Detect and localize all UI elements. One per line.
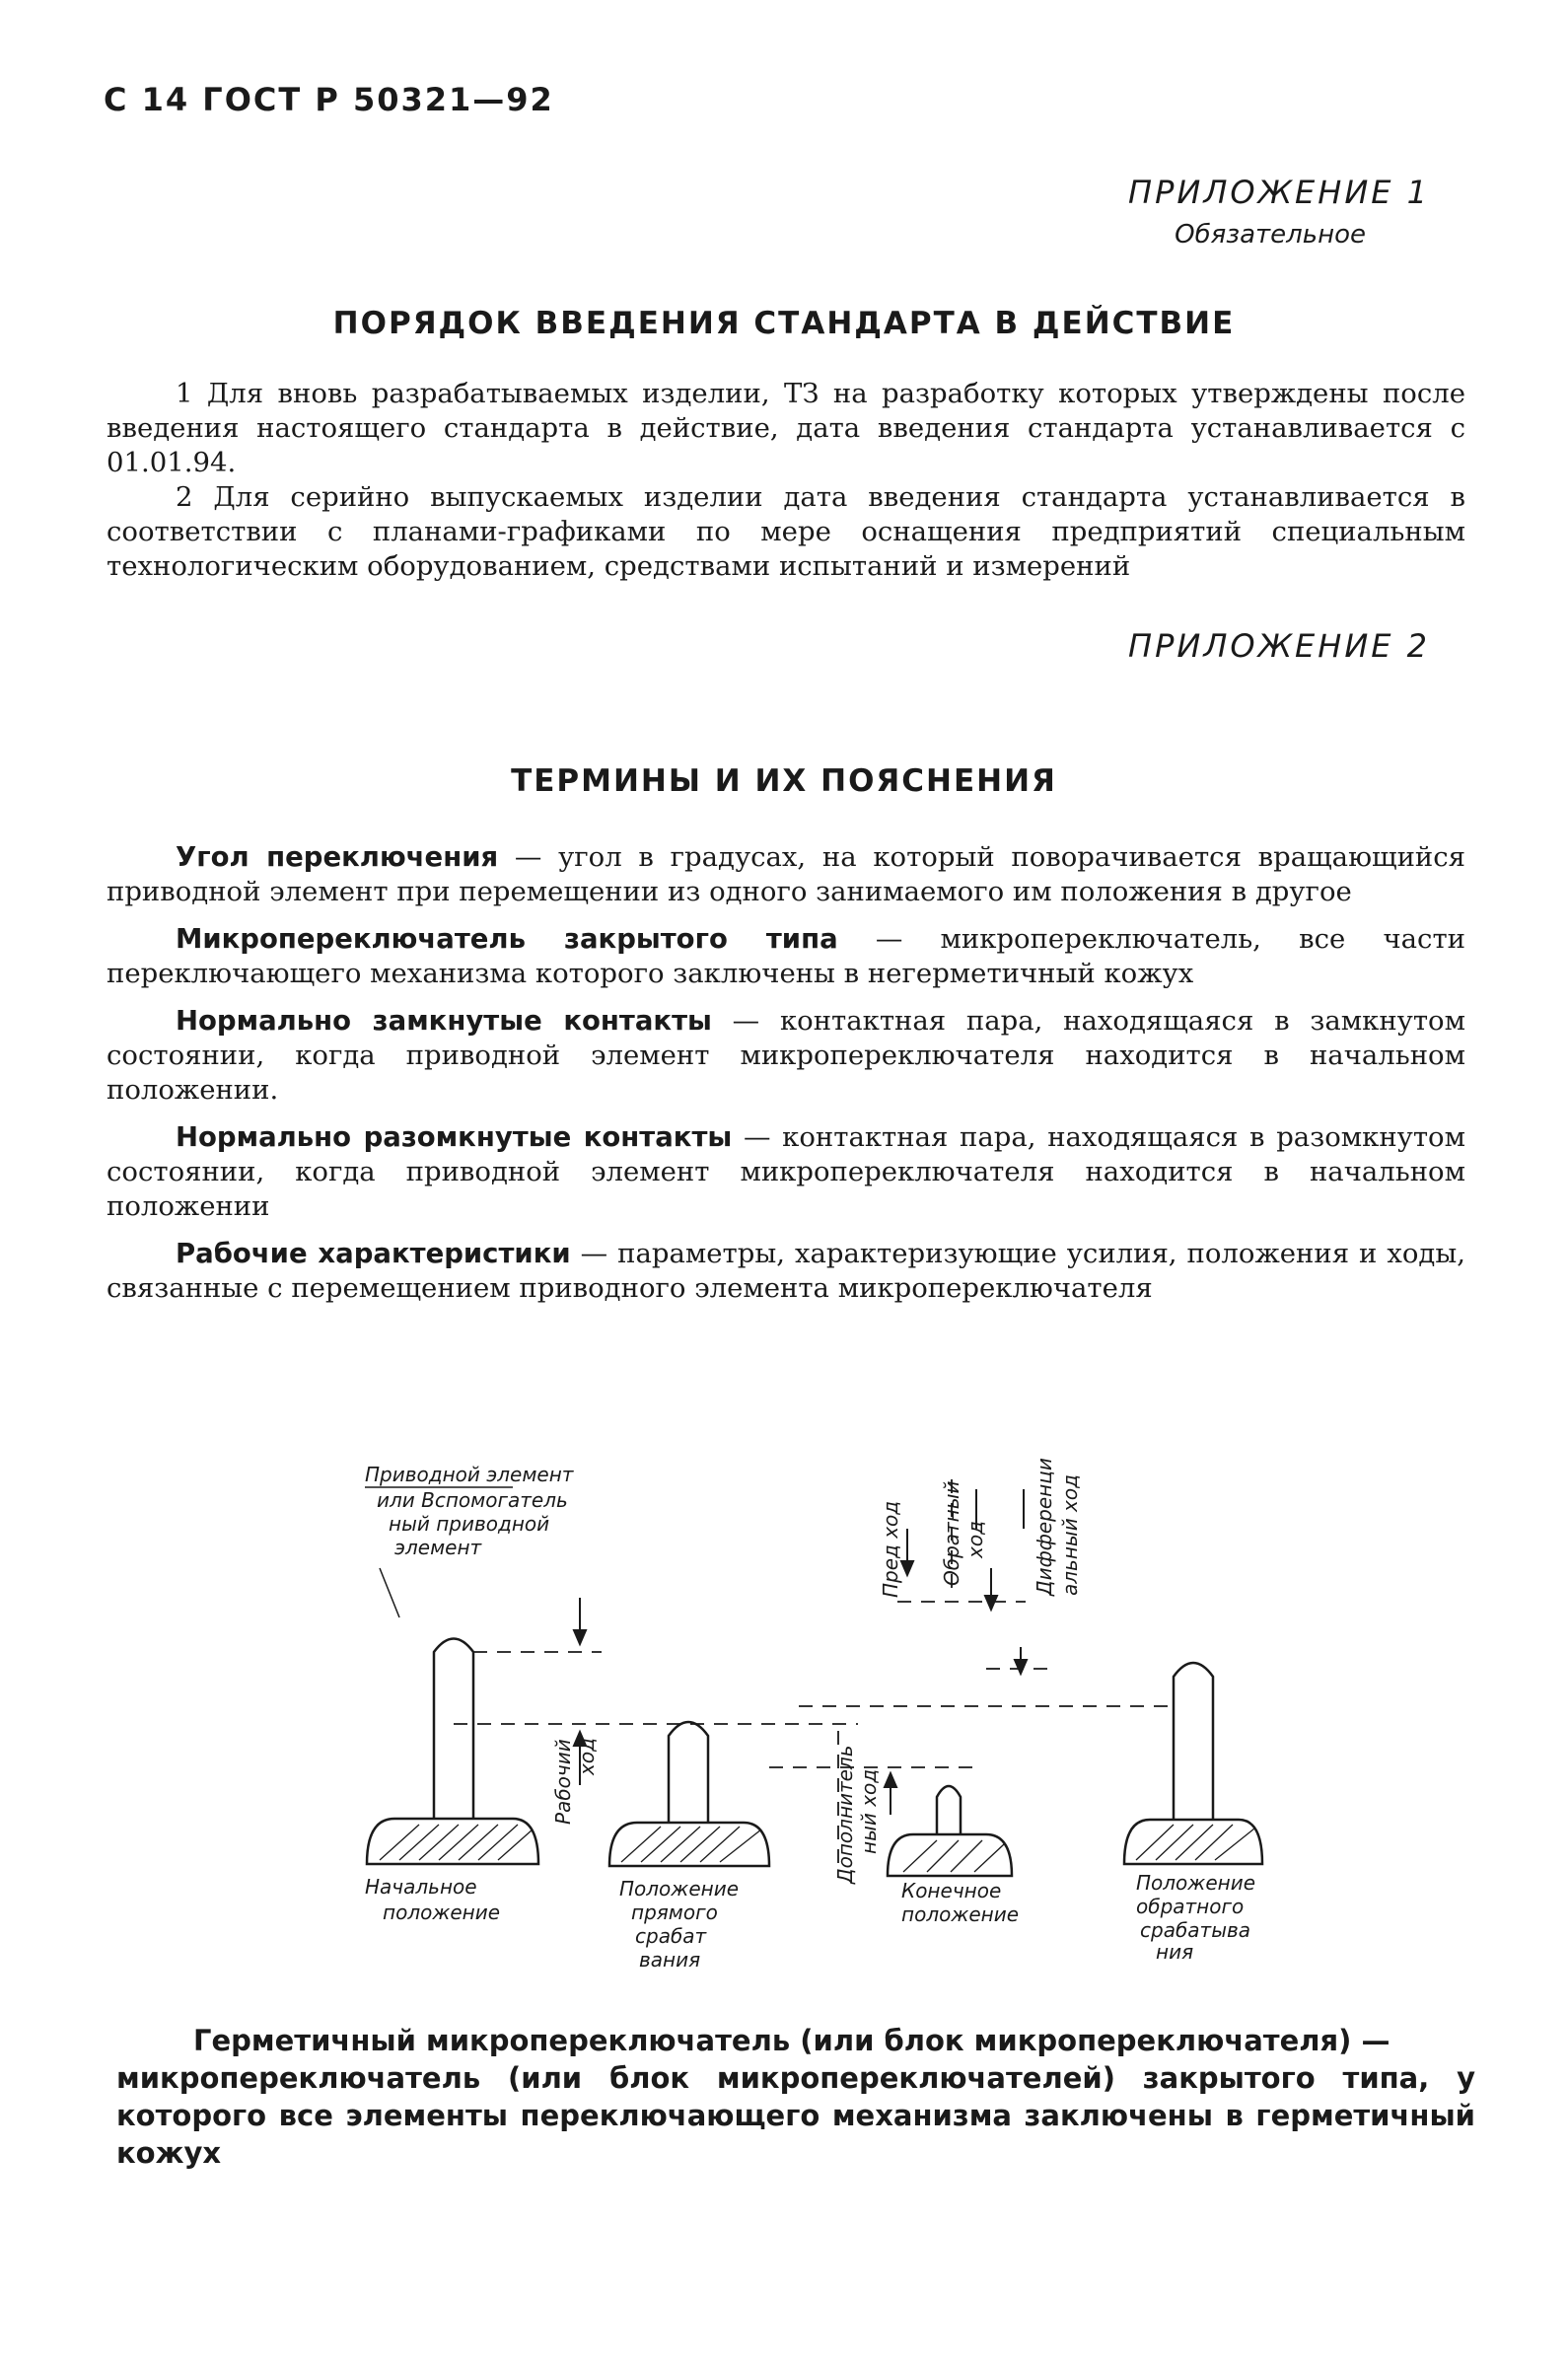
term-entry — [107, 840, 1465, 909]
term-definition: — контактная пара, находящаяся в замкнутом состоянии, когда приводной элемент микропереключателя находится в начальном положении. — [107, 1005, 1465, 1106]
travel-diagram — [306, 1450, 1292, 2042]
label-pos-release: ния — [1156, 1940, 1194, 1964]
label-over-travel: ный ход — [857, 1768, 881, 1854]
label-pos-release: обратного — [1136, 1895, 1245, 1918]
term-entry — [107, 922, 1465, 991]
label-pos-operating: Положение — [619, 1877, 739, 1901]
term-name: Нормально разомкнутые контакты — [176, 1121, 733, 1153]
label-release-travel: ход — [963, 1521, 987, 1558]
page-header: С 14 ГОСТ Р 50321—92 — [104, 81, 554, 118]
base-initial — [367, 1819, 538, 1864]
appendix-2-label: ПРИЛОЖЕНИЕ 2 — [1128, 627, 1430, 665]
label-differential-travel: альный ход — [1058, 1474, 1082, 1596]
travel-diagram-svg — [306, 1450, 1292, 2042]
label-working-travel: Рабочий — [551, 1739, 575, 1825]
appendix-1-status: Обязательное — [1175, 220, 1366, 250]
label-pos-operating: вания — [639, 1948, 701, 1972]
term-entry — [107, 1237, 1465, 1306]
label-pos-initial: Начальное — [365, 1875, 477, 1899]
label-differential-travel: Дифференци — [1033, 1458, 1056, 1596]
label-pos-final: положение — [901, 1902, 1020, 1926]
appendix-1-body — [107, 377, 1465, 584]
terms-list — [107, 840, 1465, 1319]
term-name: Нормально замкнутые контакты — [176, 1005, 712, 1037]
term-definition: — параметры, характеризующие усилия, положения и ходы, связанные с перемещением приводного элемента микропереключателя — [107, 1238, 1465, 1304]
term-entry — [107, 1004, 1465, 1108]
final-term-name: Герметичный микропереключатель (или блок микропереключателя) — — [193, 2024, 1390, 2057]
base-release — [1124, 1820, 1262, 1864]
label-pre-travel: Пред ход — [879, 1500, 902, 1598]
term-definition: — контактная пара, находящаяся в разомкнутом состоянии, когда приводной элемент микропереключателя находится в начальном положении — [107, 1121, 1465, 1222]
appendix-1-paragraph: 2 Для серийно выпускаемых изделии дата введения стандарта устанавливается в соответствии с планами-графиками по мере оснащения предприятий специальным технологическим оборудованием, средствами испытаний и измерений — [107, 481, 1465, 582]
plunger-initial — [434, 1639, 473, 1820]
term-entry — [107, 1120, 1465, 1224]
plunger-final — [937, 1786, 961, 1834]
label-over-travel: Дополнитель — [833, 1745, 857, 1884]
label-pos-release: срабатыва — [1140, 1918, 1251, 1942]
plunger-operating — [669, 1722, 708, 1823]
label-pos-operating: прямого — [631, 1901, 718, 1924]
appendix-1-label: ПРИЛОЖЕНИЕ 1 — [1128, 174, 1430, 211]
term-name: Угол переключения — [176, 841, 499, 873]
appendix-1-paragraph: 1 Для вновь разрабатываемых изделии, ТЗ на разработку которых утверждены после введения настоящего стандарта в действие, дата введения стандарта устанавливается с 01.01.94. — [107, 378, 1465, 478]
label-working-travel: ход — [575, 1738, 599, 1775]
label-pos-initial: положение — [383, 1901, 501, 1924]
term-definition: — микропереключатель, все части переключающего механизма которого заключены в негерметичный кожух — [107, 923, 1465, 989]
base-operating — [609, 1823, 769, 1866]
final-term-definition: микропереключатель (или блок микропереключателей) закрытого типа, у которого все элементы переключающего механизма заключены в герметичный кожух — [116, 2061, 1475, 2170]
final-term-entry — [116, 2022, 1475, 2172]
plunger-release — [1174, 1663, 1213, 1820]
label-release-travel: Обратный — [940, 1480, 963, 1586]
label-pos-final: Конечное — [901, 1879, 1002, 1902]
label-actuator: или Вспомогатель — [377, 1488, 568, 1512]
appendix-2-title: ТЕРМИНЫ И ИХ ПОЯСНЕНИЯ — [511, 763, 1057, 799]
term-name: Рабочие характеристики — [176, 1238, 571, 1269]
term-name: Микропереключатель закрытого типа — [176, 923, 838, 955]
label-actuator: Приводной элемент — [365, 1463, 574, 1486]
appendix-1-title: ПОРЯДОК ВВЕДЕНИЯ СТАНДАРТА В ДЕЙСТВИЕ — [332, 306, 1236, 341]
term-definition: — угол в градусах, на который поворачивается вращающийся приводной элемент при перемещении из одного занимаемого им положения в другое — [107, 841, 1465, 907]
label-actuator: ный приводной — [389, 1512, 550, 1536]
label-pos-release: Положение — [1136, 1871, 1255, 1895]
label-pos-operating: срабат — [635, 1924, 707, 1948]
label-actuator: элемент — [394, 1536, 482, 1559]
